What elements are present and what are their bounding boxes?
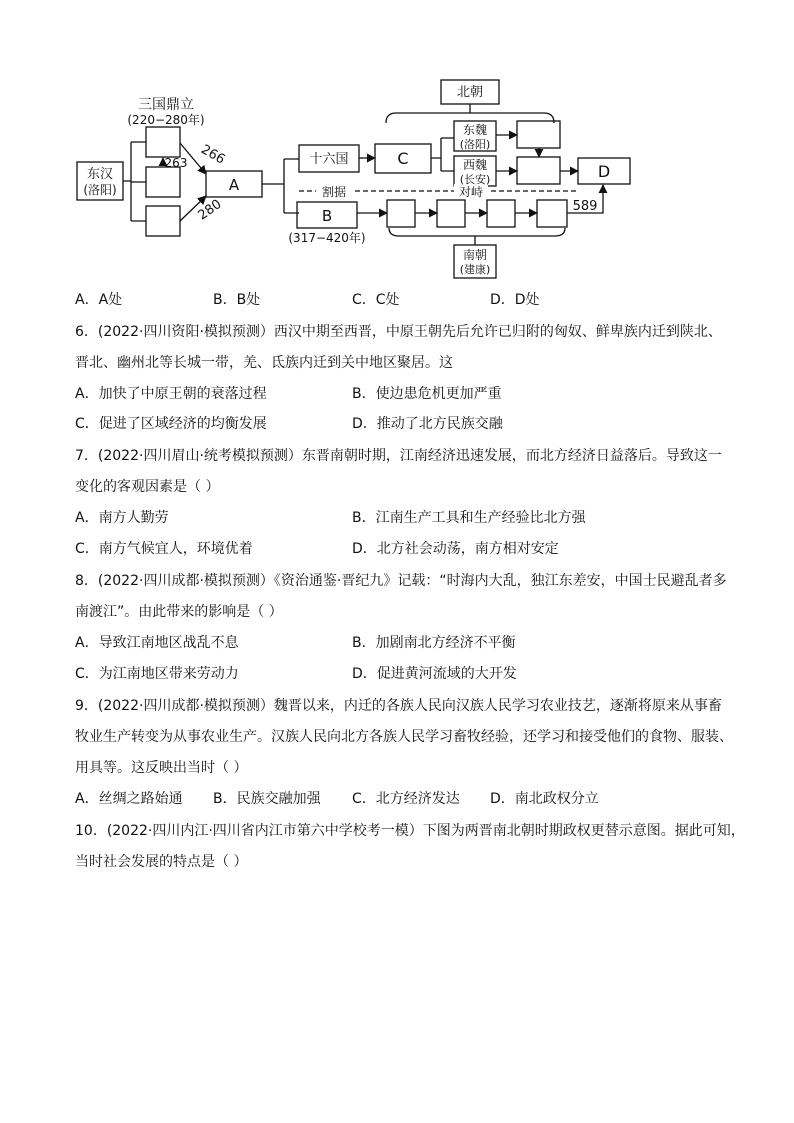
ge-ju-label: 割据 xyxy=(321,185,347,199)
q9-option-a[interactable]: A．丝绸之路始通 xyxy=(75,791,183,807)
q9-stem-line3: 用具等。这反映出当时（ ） xyxy=(75,760,248,776)
q9-stem-line1: 9．(2022·四川成都·模拟预测）魏晋以来，内迁的各族人民向汉族人民学习农业技艺，逐渐将原来从事畜 xyxy=(75,698,722,714)
q9-option-c[interactable]: C．北方经济发达 xyxy=(352,791,460,807)
q7-option-c[interactable]: C．南方气候宜人，环境优着 xyxy=(75,541,253,557)
bei-chao-label: 北朝 xyxy=(456,85,484,100)
shiliu-guo-label: 十六国 xyxy=(309,152,349,167)
q8-option-c[interactable]: C．为江南地区带来劳动力 xyxy=(75,666,239,682)
q8-option-b[interactable]: B．加剧南北方经济不平衡 xyxy=(352,635,516,651)
q9-option-d[interactable]: D．南北政权分立 xyxy=(490,791,599,807)
dong-wei-city: (洛阳) xyxy=(459,138,491,151)
q5-option-d[interactable]: D．D处 xyxy=(490,292,540,308)
jiankang-city: (建康) xyxy=(459,263,491,276)
q5-option-b[interactable]: B．B处 xyxy=(213,292,261,308)
q7-stem-line2: 变化的客观因素是（ ） xyxy=(75,479,220,495)
q6-stem-line2: 晋北、幽州北等长城一带，羌、氐族内迁到关中地区聚居。这 xyxy=(75,355,453,371)
q6-stem-line1: 6．(2022·四川资阳·模拟预测）西汉中期至西晋，中原王朝先后允许已归附的匈奴、鲜卑族内迁到陕北、 xyxy=(75,324,722,340)
q9-stem-line2: 牧业生产转变为从事农业生产。汉族人民向北方各族人民学习畜牧经验，还学习和接受他们的食物、服装、 xyxy=(75,729,733,745)
dynasty-succession-diagram xyxy=(0,0,794,290)
label-a: A xyxy=(228,176,240,194)
q7-option-d[interactable]: D．北方社会动荡，南方相对安定 xyxy=(352,541,559,557)
xi-wei-label: 西魏 xyxy=(462,158,488,172)
dong-han-label: 东汉 xyxy=(86,167,114,182)
label-d: D xyxy=(597,162,611,181)
q8-stem-line1: 8．(2022·四川成都·模拟预测）《资治通鉴·晋纪九》记载：“时海内大乱，独江东差安，中国士民避乱者多 xyxy=(75,573,727,589)
q6-option-d[interactable]: D．推动了北方民族交融 xyxy=(352,416,503,432)
label-b: B xyxy=(321,207,333,225)
year-280: 280 xyxy=(195,196,225,224)
q7-option-b[interactable]: B．江南生产工具和生产经验比北方强 xyxy=(352,510,586,526)
q6-option-a[interactable]: A．加快了中原王朝的衰落过程 xyxy=(75,386,267,402)
q5-option-c[interactable]: C．C处 xyxy=(352,292,400,308)
san-guo-label: 三国鼎立 xyxy=(138,97,194,113)
year-263: 263 xyxy=(164,156,188,170)
q10-stem-line2: 当时社会发展的特点是（ ） xyxy=(75,854,248,870)
dui-zhi-label: 对峙 xyxy=(458,185,484,199)
xi-wei-city: (长安) xyxy=(459,173,491,186)
q8-option-d[interactable]: D．促进黄河流域的大开发 xyxy=(352,666,517,682)
q8-option-a[interactable]: A．导致江南地区战乱不息 xyxy=(75,635,239,651)
nan-chao-label: 南朝 xyxy=(462,248,488,262)
q7-option-a[interactable]: A．南方人勤劳 xyxy=(75,510,169,526)
q6-option-b[interactable]: B．使边患危机更加严重 xyxy=(352,386,502,402)
b-years: (317−420年) xyxy=(288,231,366,245)
dong-wei-label: 东魏 xyxy=(462,123,488,137)
q8-stem-line2: 南渡江”。由此带来的影响是（ ） xyxy=(75,604,283,620)
label-c: C xyxy=(397,149,409,168)
year-589: 589 xyxy=(572,199,598,214)
year-266: 266 xyxy=(198,142,228,168)
q7-stem-line1: 7．(2022·四川眉山·统考模拟预测）东晋南朝时期，江南经济迅速发展，而北方经济日益落后。导致这一 xyxy=(75,448,722,464)
q5-option-a[interactable]: A．A处 xyxy=(75,292,123,308)
q10-stem-line1: 10．(2022·四川内江·四川省内江市第六中学校考一模）下图为两晋南北朝时期政权更替示意图。据此可知， xyxy=(75,823,745,839)
q6-option-c[interactable]: C．促进了区域经济的均衡发展 xyxy=(75,416,267,432)
dong-han-city: (洛阳) xyxy=(83,183,117,197)
san-guo-years: (220−280年) xyxy=(127,113,205,127)
q9-option-b[interactable]: B．民族交融加强 xyxy=(213,791,321,807)
